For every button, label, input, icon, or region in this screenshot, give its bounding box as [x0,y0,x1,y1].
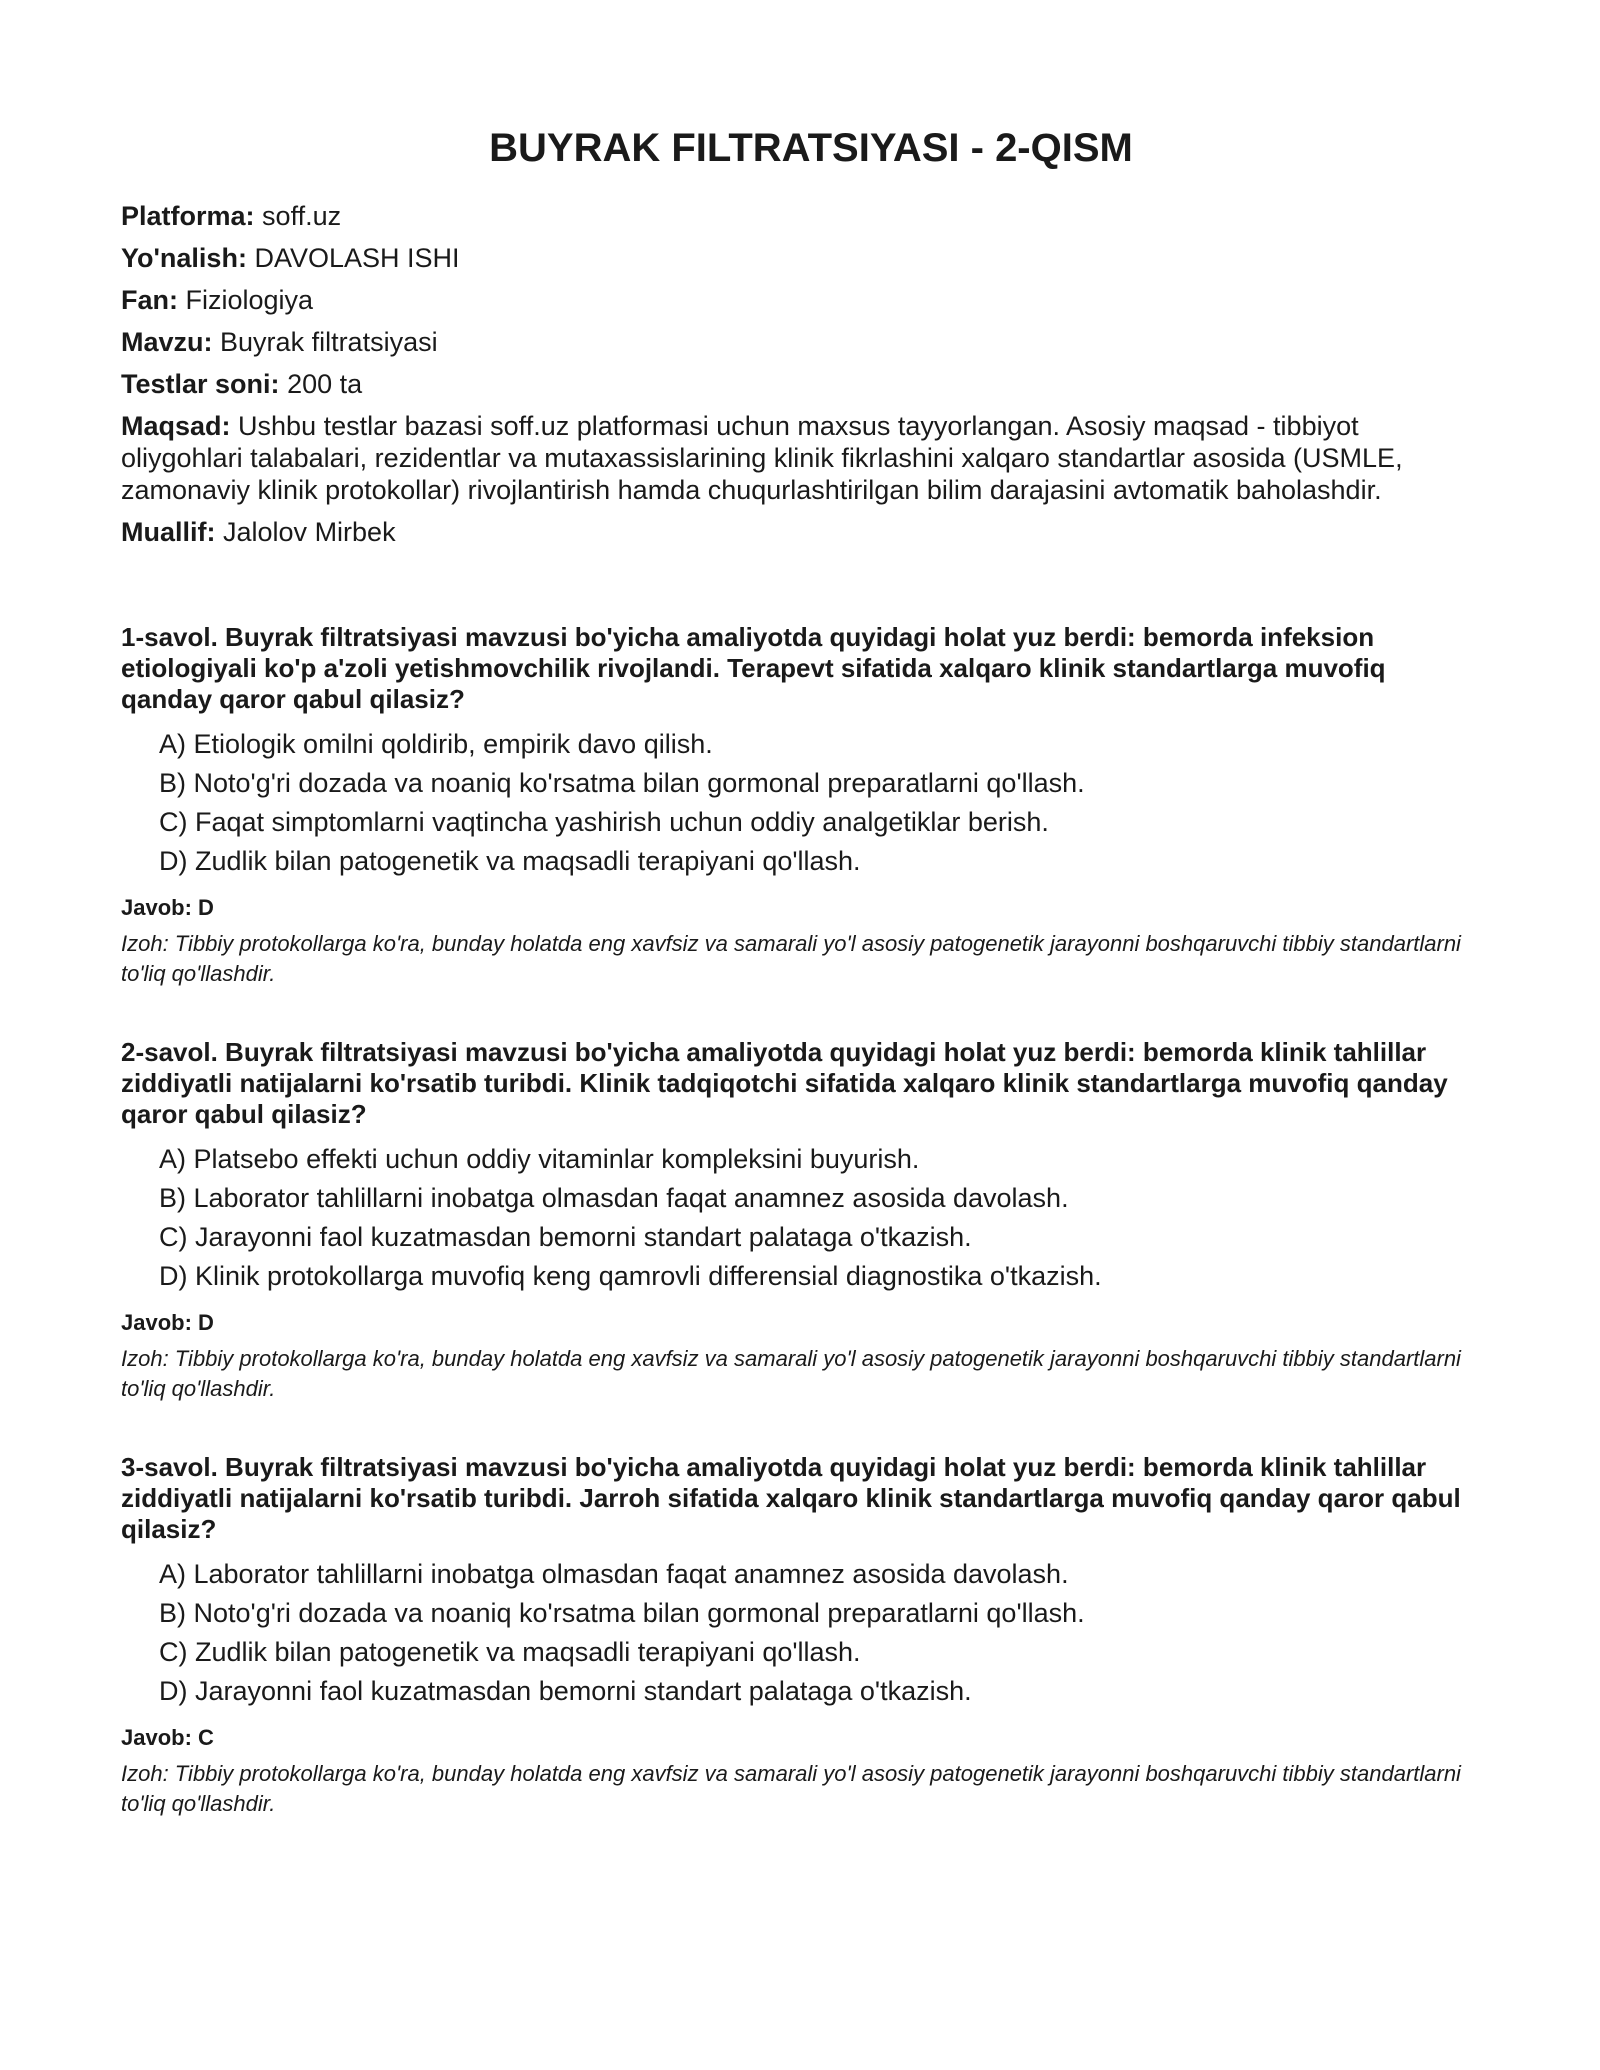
meta-subject [121,284,1481,316]
question-2 [121,1037,1481,1404]
meta-goal-value: Ushbu testlar bazasi soff.uz platformasi uchun maxsus tayyorlangan. Asosiy maqsad - tibbiyot oliygohlari talabalari, rezidentlar va mutaxassislarining klinik fikrlashini xalqaro standartlar asosida (USMLE, zamonaviy klinik protokollar) rivojlantirish hamda chuqurlashtirilgan bilim darajasini avtomatik baholashdir. [121,411,1403,505]
meta-author [121,516,1481,548]
option-d: D) Zudlik bilan patogenetik va maqsadli terapiyani qo'llash. [159,846,861,876]
option-a: A) Etiologik omilni qoldirib, empirik davo qilish. [159,729,713,759]
question-text: 1-savol. Buyrak filtratsiyasi mavzusi bo'yicha amaliyotda quyidagi holat yuz berdi: bemorda infeksion etiologiyali ko'p a'zoli yetishmovchilik rivojlandi. Terapevt sifatida xalqaro klinik standartlarga muvofiq qanday qaror qabul qilasiz? [121,622,1386,714]
explanation: Izoh: Tibbiy protokollarga ko'ra, bunday holatda eng xavfsiz va samarali yo'l asosiy patogenetik jarayonni boshqaruvchi tibbiy standartlarni to'liq qo'llashdir. [121,931,1461,986]
question-list [121,622,1481,1819]
option-d: D) Jarayonni faol kuzatmasdan bemorni standart palataga o'tkazish. [159,1676,972,1706]
meta-direction-value: DAVOLASH ISHI [254,243,460,273]
meta-count-value: 200 ta [287,369,363,399]
meta-platform-label: Platforma: [121,201,255,231]
option-a: A) Platsebo effekti uchun oddiy vitaminlar kompleksini buyurish. [159,1144,920,1174]
question-text: 2-savol. Buyrak filtratsiyasi mavzusi bo'yicha amaliyotda quyidagi holat yuz berdi: bemorda klinik tahlillar ziddiyatli natijalarni ko'rsatib turibdi. Klinik tadqiqotchi sifatida xalqaro klinik standartlarga muvofiq qanday qaror qabul qilasiz? [121,1037,1448,1129]
question-text: 3-savol. Buyrak filtratsiyasi mavzusi bo'yicha amaliyotda quyidagi holat yuz berdi: bemorda klinik tahlillar ziddiyatli natijalarni ko'rsatib turibdi. Jarroh sifatida xalqaro klinik standartlarga muvofiq qanday qaror qabul qilasiz? [121,1452,1461,1544]
meta-count-label: Testlar soni: [121,369,280,399]
meta-goal-label: Maqsad: [121,411,231,441]
option-b: B) Laborator tahlillarni inobatga olmasdan faqat anamnez asosida davolash. [159,1183,1069,1213]
meta-platform-value: soff.uz [262,201,342,231]
document-meta [121,200,1481,548]
meta-topic-label: Mavzu: [121,327,213,357]
answer-key: Javob: C [121,1725,214,1750]
option-c: C) Zudlik bilan patogenetik va maqsadli terapiyani qo'llash. [159,1637,861,1667]
option-c: C) Jarayonni faol kuzatmasdan bemorni standart palataga o'tkazish. [159,1222,972,1252]
meta-subject-label: Fan: [121,285,178,315]
question-3 [121,1452,1481,1819]
document-page [121,118,1481,1867]
meta-direction [121,242,1481,274]
explanation: Izoh: Tibbiy protokollarga ko'ra, bunday holatda eng xavfsiz va samarali yo'l asosiy patogenetik jarayonni boshqaruvchi tibbiy standartlarni to'liq qo'llashdir. [121,1346,1461,1401]
explanation: Izoh: Tibbiy protokollarga ko'ra, bunday holatda eng xavfsiz va samarali yo'l asosiy patogenetik jarayonni boshqaruvchi tibbiy standartlarni to'liq qo'llashdir. [121,1761,1461,1816]
option-b: B) Noto'g'ri dozada va noaniq ko'rsatma bilan gormonal preparatlarni qo'llash. [159,768,1085,798]
answer-key: Javob: D [121,1310,214,1335]
option-list [121,1555,1481,1711]
option-b: B) Noto'g'ri dozada va noaniq ko'rsatma bilan gormonal preparatlarni qo'llash. [159,1598,1085,1628]
meta-count [121,368,1481,400]
option-d: D) Klinik protokollarga muvofiq keng qamrovli differensial diagnostika o'tkazish. [159,1261,1102,1291]
meta-direction-label: Yo'nalish: [121,243,247,273]
meta-topic [121,326,1481,358]
option-a: A) Laborator tahlillarni inobatga olmasdan faqat anamnez asosida davolash. [159,1559,1069,1589]
answer-key: Javob: D [121,895,214,920]
option-list [121,725,1481,881]
option-list [121,1140,1481,1296]
meta-author-label: Muallif: [121,517,216,547]
meta-goal [121,410,1481,506]
meta-topic-value: Buyrak filtratsiyasi [220,327,438,357]
question-1 [121,622,1481,989]
meta-author-value: Jalolov Mirbek [223,517,396,547]
meta-platform [121,200,1481,232]
document-title: BUYRAK FILTRATSIYASI - 2-QISM [489,126,1133,170]
option-c: C) Faqat simptomlarni vaqtincha yashirish uchun oddiy analgetiklar berish. [159,807,1049,837]
meta-subject-value: Fiziologiya [185,285,314,315]
